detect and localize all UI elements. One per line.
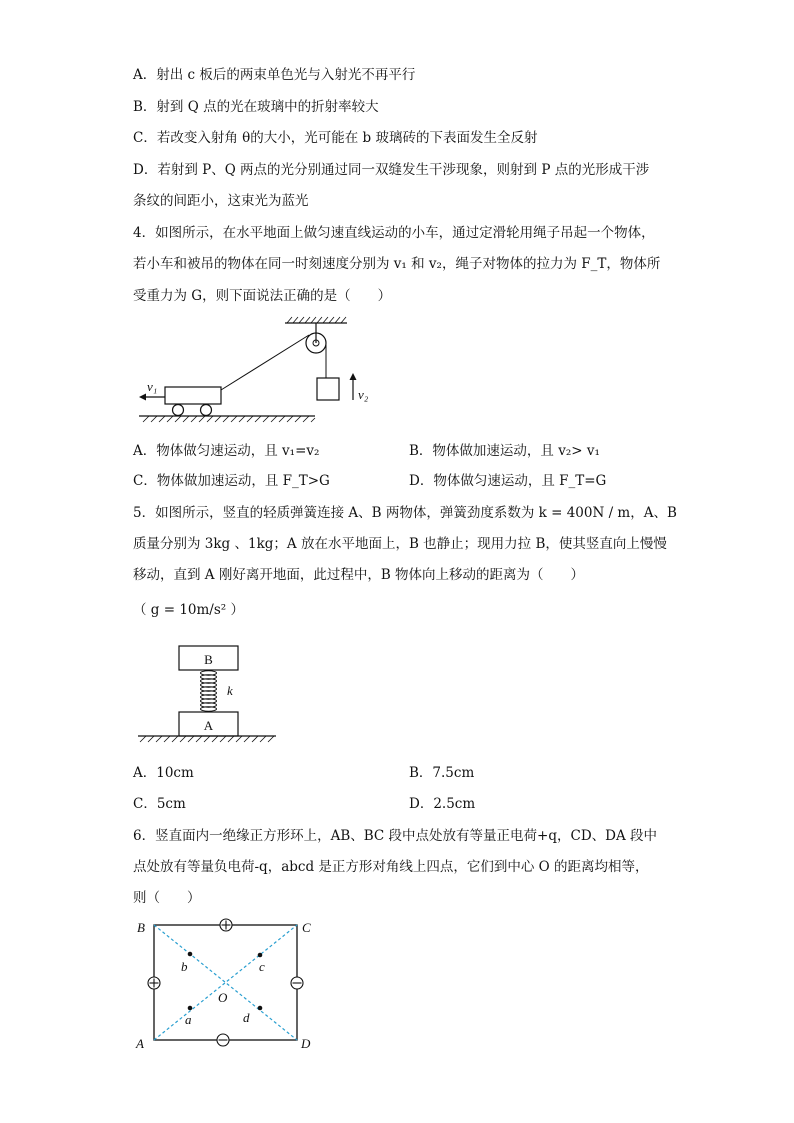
q3-option-d-line1: D．若射到 P、Q 两点的光分别通过同一双缝发生干涉现象，则射到 P 点的光形成干涉: [133, 162, 650, 178]
q6-stem-line3: 则（ ）: [133, 890, 201, 906]
q3-option-a: A．射出 c 板后的两束单色光与入射光不再平行: [133, 67, 416, 83]
v2-arrowhead: [350, 373, 357, 380]
q3-option-b: B．射到 Q 点的光在玻璃中的折射率较大: [133, 99, 379, 115]
q4-option-c: C．物体做加速运动，且 F_T>G: [133, 473, 330, 489]
q5-option-c: C．5cm: [133, 796, 186, 812]
ceiling-hatch: [287, 317, 346, 323]
point-a: [188, 1006, 193, 1011]
hanging-block: [317, 378, 339, 400]
q4-stem-line1: 4．如图所示，在水平地面上做匀速直线运动的小车，通过定滑轮用绳子吊起一个物体，: [133, 225, 655, 241]
point-d: [258, 1006, 263, 1011]
q5-figure: [132, 642, 282, 747]
rope-to-cart: [221, 335, 309, 390]
corner-a-label: A: [136, 1036, 144, 1051]
q3-option-c: C．若改变入射角 θ的大小，光可能在 b 玻璃砖的下表面发生全反射: [133, 130, 538, 146]
block-a-label: A: [203, 718, 214, 733]
q5-option-b: B．7.5cm: [409, 765, 475, 781]
q4-option-d: D．物体做匀速运动，且 F_T=G: [409, 473, 607, 489]
q5-option-d: D．2.5cm: [409, 796, 476, 812]
q4-stem-line3: 受重力为 G，则下面说法正确的是（ ）: [133, 288, 392, 304]
point-c: [258, 953, 263, 958]
charge-negative-bottom: [217, 1034, 229, 1046]
charge-positive-top: [220, 919, 232, 931]
v1-arrowhead: [139, 394, 146, 401]
corner-d-label: D: [301, 1036, 311, 1051]
q3-option-d-line2: 条纹的间距小，这束光为蓝光: [133, 193, 309, 209]
q5-stem-line1: 5．如图所示，竖直的轻质弹簧连接 A、B 两物体，弹簧劲度系数为 k = 400N / m，A、B: [133, 505, 677, 521]
corner-b-label: B: [137, 920, 145, 935]
spring: [201, 671, 217, 711]
cart-body: [165, 387, 221, 404]
q6-stem-line1: 6．竖直面内一绝缘正方形环上，AB、BC 段中点处放有等量正电荷+q，CD、DA 段中: [133, 828, 658, 844]
cart-wheel-left: [173, 405, 184, 416]
q4-option-a: A．物体做匀速运动，且 v₁=v₂: [133, 443, 320, 459]
q4-option-b: B．物体做加速运动，且 v₂> v₁: [409, 443, 600, 459]
cart-wheel-right: [201, 405, 212, 416]
ground-hatch: [143, 416, 315, 422]
point-b-label: b: [181, 959, 188, 974]
v2-label: v₂: [358, 387, 369, 402]
q6-figure: [130, 913, 330, 1053]
q5-stem-line4: （ g = 10m/s² ）: [133, 602, 244, 618]
q5-stem-line3: 移动，直到 A 刚好离开地面，此过程中，B 物体向上移动的距离为（ ）: [133, 567, 585, 583]
point-c-label: c: [259, 959, 265, 974]
charge-negative-right: [291, 977, 303, 989]
ground-hatch: [140, 736, 274, 742]
spring-constant-label: k: [227, 683, 233, 698]
q4-figure: [135, 313, 375, 428]
charge-positive-left: [148, 977, 160, 989]
point-a-label: a: [185, 1012, 192, 1027]
q5-stem-line2: 质量分别为 3kg 、1kg；A 放在水平地面上，B 也静止；现用力拉 B，使其竖直向上慢慢: [133, 536, 667, 552]
corner-c-label: C: [302, 920, 311, 935]
center-o-label: O: [218, 990, 228, 1005]
point-d-label: d: [243, 1010, 250, 1025]
q6-stem-line2: 点处放有等量负电荷-q，abcd 是正方形对角线上四点，它们到中心 O 的距离均相等，: [133, 859, 649, 875]
point-b: [188, 952, 193, 957]
q5-option-a: A．10cm: [133, 765, 194, 781]
block-b-label: B: [204, 652, 213, 667]
v1-label: v₁: [147, 379, 158, 394]
q4-stem-line2: 若小车和被吊的物体在同一时刻速度分别为 v₁ 和 v₂，绳子对物体的拉力为 F_T，物体所: [133, 256, 661, 272]
